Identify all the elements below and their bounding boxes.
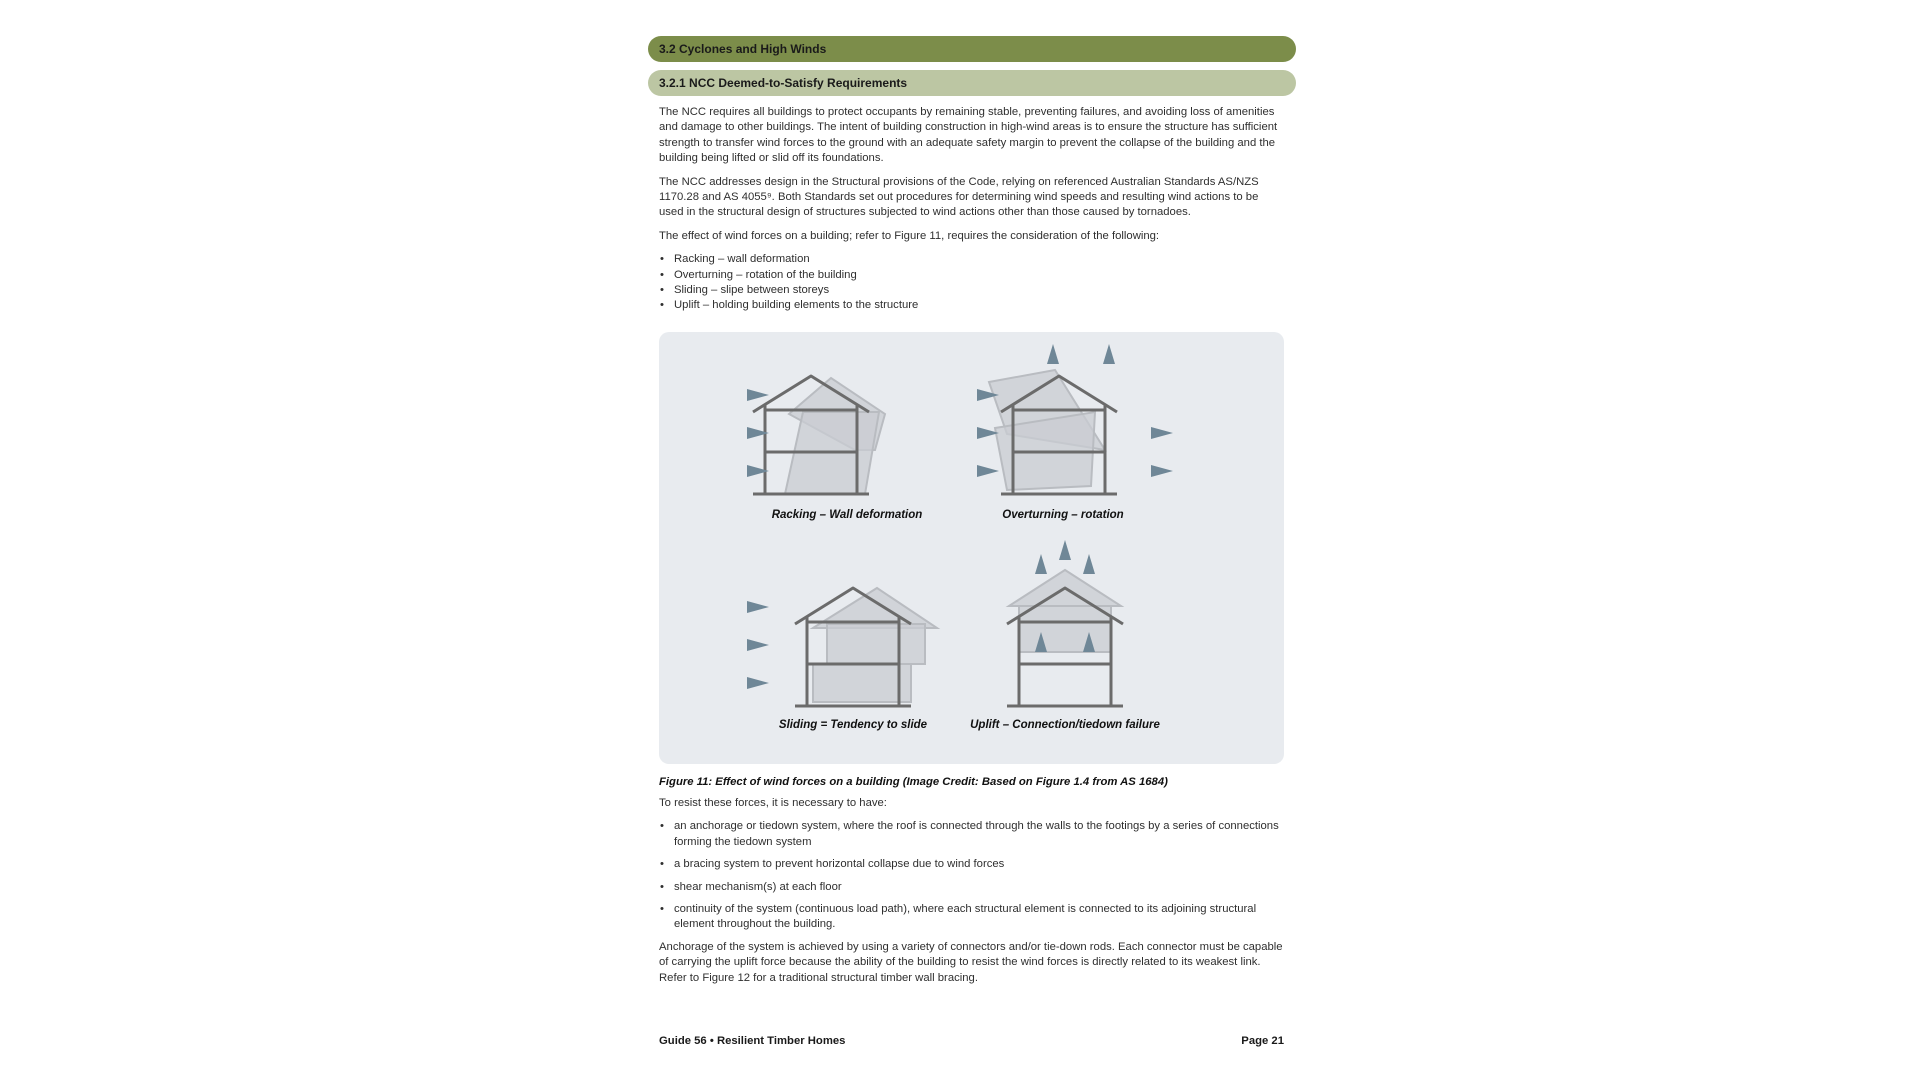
racking-diagram (747, 376, 885, 494)
list-item: • a bracing system to prevent horizontal collapse due to wind forces (659, 857, 1284, 872)
wind-forces-diagram (659, 332, 1284, 764)
list-item: • Uplift – holding building elements to the structure (659, 298, 1284, 313)
figure-label: Sliding = Tendency to slide (778, 718, 928, 731)
figure-label: Uplift – Connection/tiedown failure (970, 718, 1160, 731)
sliding-diagram (747, 588, 937, 706)
list-item: • continuity of the system (continuous load path), where each structural element is connected to its adjoining structural element throughout the building. (659, 902, 1284, 933)
paragraph-standards: The NCC addresses design in the Structural provisions of the Code, relying on referenced Australian Standards AS/NZS 1170.28 and AS 4055⁹. Both Standards set out procedures for determining wind speeds and resulting wind actions to be used in the structural design of structures subjected to wind actions other than those caused by tornadoes. (659, 175, 1259, 219)
overturning-diagram (977, 344, 1173, 494)
subsection-heading: 3.2.1 NCC Deemed-to-Satisfy Requirements (648, 70, 1296, 96)
resist-list (659, 819, 1284, 932)
list-item: • Racking – wall deformation (659, 252, 1284, 267)
figure-label: Overturning – rotation (1002, 508, 1124, 521)
paragraph-anchorage: Anchorage of the system is achieved by using a variety of connectors and/or tie-down rods. Each connector must be capable of carrying the uplift force because the ability of the building to resist the wind forces is directly related to its weakest link. Refer to Figure 12 for a traditional structural timber wall bracing. (659, 940, 1283, 984)
list-item: • shear mechanism(s) at each floor (659, 880, 1284, 895)
paragraph-intro: The NCC requires all buildings to protect occupants by remaining stable, preventing failures, and avoiding loss of amenities and damage to other buildings. The intent of building construction in high-wind areas is to ensure the structure has sufficient strength to transfer wind forces to the ground with an adequate safety margin to prevent the collapse of the building and the building being lifted or slid off its foundations. (659, 106, 1278, 165)
list-item: • Overturning – rotation of the building (659, 268, 1284, 283)
figure-wind-forces (659, 332, 1284, 764)
page-number: Page 21 (1241, 1035, 1284, 1047)
figure-label: Racking – Wall deformation (771, 508, 923, 521)
effects-list (659, 252, 1284, 314)
paragraph-resist-intro: To resist these forces, it is necessary to have: (659, 796, 887, 809)
document-page (648, 36, 1296, 986)
list-item: • Sliding – slipe between storeys (659, 283, 1284, 298)
page-footer (659, 1035, 1284, 1047)
figure-caption: Figure 11: Effect of wind forces on a building (Image Credit: Based on Figure 1.4 from AS 1684) (659, 775, 1168, 788)
section-heading: 3.2 Cyclones and High Winds (648, 36, 1296, 62)
paragraph-effects: The effect of wind forces on a building; refer to Figure 11, requires the consideration of the following: (659, 229, 1160, 242)
list-item: • an anchorage or tiedown system, where the roof is connected through the walls to the footings by a series of connections forming the tiedown system (659, 819, 1284, 850)
body-text (648, 105, 1296, 314)
footer-guide-title: Guide 56 • Resilient Timber Homes (659, 1035, 846, 1047)
uplift-diagram (1007, 540, 1123, 706)
